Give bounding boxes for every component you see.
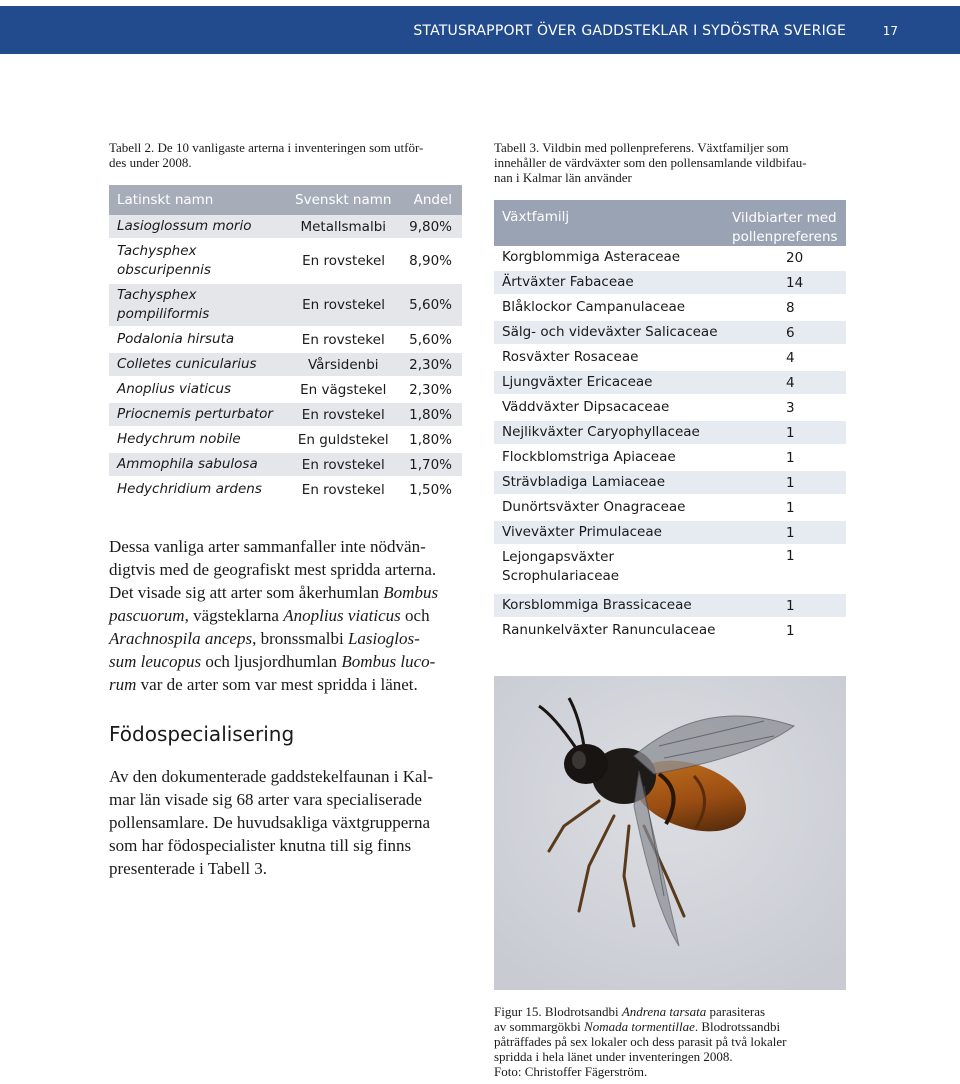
cell-share: 2,30% — [409, 356, 452, 373]
table-row — [109, 328, 462, 353]
cell-family: Strävbladiga Lamiaceae — [502, 474, 665, 490]
header-latin: Latinskt namn — [117, 191, 214, 208]
text-span: parasiteras — [706, 1004, 766, 1019]
table-row — [494, 521, 846, 546]
text-line: mar län visade sig 68 arter vara specialiserade — [109, 790, 422, 809]
cell-family: Korsblommiga Brassicaceae — [502, 597, 692, 613]
section-heading: Födospecialisering — [109, 722, 295, 746]
cell-share: 5,60% — [409, 297, 452, 313]
species-name: Arachnospila anceps — [109, 629, 253, 648]
cell-latin: Anoplius viaticus — [117, 381, 232, 397]
text-span: Det visade sig att arter som åkerhumlan — [109, 583, 384, 602]
cell-family: Nejlikväxter Caryophyllaceae — [502, 424, 700, 440]
text-span: . Blodrotssandbi — [694, 1019, 781, 1034]
table-row — [494, 396, 846, 421]
header-count — [732, 209, 840, 247]
cell-swedish: En rovstekel — [302, 253, 386, 269]
bee-head — [564, 744, 608, 784]
table-row — [109, 403, 462, 428]
cell-swedish: En vägstekel — [300, 381, 387, 398]
cell-share: 1,80% — [409, 431, 452, 448]
text-span: , bronssmalbi — [252, 629, 348, 648]
cell-count: 1 — [786, 597, 795, 614]
cell-share: 5,60% — [409, 331, 452, 348]
cell-share: 8,90% — [409, 253, 452, 269]
text-span: och ljusjordhumlan — [201, 652, 342, 671]
table-row — [494, 371, 846, 396]
cell-latin: Hedychridium ardens — [117, 481, 262, 497]
cell-count: 1 — [786, 622, 795, 639]
table-row — [494, 421, 846, 446]
photo-background — [494, 676, 846, 990]
paragraph-food-specialization — [109, 765, 479, 880]
cell-swedish: En rovstekel — [301, 456, 385, 473]
species-name: Anoplius viaticus — [283, 606, 401, 625]
cell-count: 8 — [786, 299, 795, 316]
cell-swedish: En rovstekel — [302, 297, 386, 313]
cell-share: 1,70% — [409, 456, 452, 473]
table-row — [494, 594, 846, 619]
species-name: Andrena tarsata — [621, 1004, 707, 1019]
table-row — [494, 246, 846, 271]
cell-swedish: En guldstekel — [297, 431, 389, 448]
caption-line: spridda i hela länet under inventeringen 2008. — [494, 1049, 733, 1064]
table2-caption — [109, 140, 469, 170]
text-line: Av den dokumenterade gaddstekelfaunan i Kal- — [109, 767, 433, 786]
cell-swedish: Metallsmalbi — [300, 218, 387, 235]
species-name: Bombus — [383, 583, 439, 602]
table-row — [494, 471, 846, 496]
table-row — [494, 546, 846, 594]
cell-count: 1 — [786, 424, 795, 441]
text-line — [109, 604, 479, 627]
cell-latin: Colletes cunicularius — [117, 356, 257, 372]
cell-family: Rosväxter Rosaceae — [502, 349, 639, 365]
text-span: och — [400, 606, 430, 625]
cell-family: Flockblomstriga Apiaceae — [502, 449, 676, 465]
paragraph-common-species — [109, 535, 479, 696]
cell-family: Blåklockor Campanulaceae — [502, 299, 686, 315]
cell-family: Lejongapsväxter Scrophulariaceae — [502, 549, 620, 584]
cell-swedish: Vårsidenbi — [307, 356, 379, 373]
cell-family: Korgblommiga Asteraceae — [502, 249, 681, 265]
text-line: som har födospecialister knutna till sig finns — [109, 836, 412, 855]
cell-count: 4 — [786, 374, 795, 391]
species-name: Lasioglos- — [347, 629, 420, 648]
figure-caption — [494, 1004, 854, 1079]
caption-line: Tabell 2. De 10 vanligaste arterna i inventeringen som utför- — [109, 140, 424, 155]
table-row — [109, 428, 462, 453]
cell-latin: Ammophila sabulosa — [117, 456, 258, 472]
text-span: av sommargökbi — [494, 1019, 585, 1034]
table-row — [494, 446, 846, 471]
cell-latin: Priocnemis perturbator — [117, 406, 273, 422]
cell-swedish: En rovstekel — [301, 406, 385, 423]
table-row — [109, 353, 462, 378]
cell-family: Ärtväxter Fabaceae — [502, 274, 634, 290]
header-count-line: Vildbiarter med — [732, 210, 837, 226]
table-row — [494, 271, 846, 296]
header-share: Andel — [413, 192, 452, 208]
caption-line: des under 2008. — [109, 155, 192, 170]
header-family: Växtfamilj — [502, 209, 570, 225]
text-line — [109, 581, 479, 604]
text-line — [109, 627, 479, 650]
caption-line: Foto: Christoffer Fägerström. — [494, 1064, 648, 1079]
bee-illustration — [494, 676, 846, 990]
bee-photo — [494, 676, 846, 990]
table-row — [109, 478, 462, 503]
table3-header — [494, 200, 846, 246]
cell-count: 1 — [786, 474, 795, 491]
cell-share: 2,30% — [409, 381, 452, 398]
species-name: pascuorum — [109, 606, 185, 625]
cell-family: Ranunkelväxter Ranunculaceae — [502, 622, 716, 638]
caption-line — [494, 1004, 854, 1019]
cell-count: 3 — [786, 399, 795, 416]
table3-caption — [494, 140, 854, 185]
table-row — [109, 240, 462, 284]
table-row — [494, 496, 846, 521]
cell-latin: Hedychrum nobile — [117, 431, 241, 447]
text-line — [109, 673, 479, 696]
text-span: , vägsteklarna — [184, 606, 284, 625]
table3 — [494, 200, 846, 644]
text-line: Dessa vanliga arter sammanfaller inte nödvän- — [109, 537, 426, 556]
cell-share: 1,50% — [409, 481, 452, 498]
text-line: pollensamlare. De huvudsakliga växtgrupperna — [109, 813, 431, 832]
cell-share: 9,80% — [409, 218, 452, 235]
caption-line: innehåller de värdväxter som den pollensamlande vildbifau- — [494, 155, 807, 170]
caption-line: Tabell 3. Vildbin med pollenpreferens. Växtfamiljer som — [494, 140, 789, 155]
cell-family: Ljungväxter Ericaceae — [502, 374, 653, 390]
cell-latin: Lasioglossum morio — [117, 218, 252, 234]
cell-latin: Tachysphex obscuripennis — [117, 243, 211, 278]
cell-swedish: En rovstekel — [301, 331, 385, 348]
text-span: var de arter som var mest spridda i länet. — [136, 675, 418, 694]
report-title: STATUSRAPPORT ÖVER GADDSTEKLAR I SYDÖSTRA SVERIGE — [413, 23, 846, 39]
cell-latin: Tachysphex pompiliformis — [117, 287, 210, 322]
text-span: Figur 15. Blodrotsandbi — [494, 1004, 622, 1019]
table-row — [109, 215, 462, 240]
cell-share: 1,80% — [409, 406, 452, 423]
cell-count: 4 — [786, 349, 795, 366]
text-line — [109, 650, 479, 673]
table-row — [109, 284, 462, 328]
cell-family: Sälg- och videväxter Salicaceae — [502, 324, 718, 340]
bee-eye — [572, 751, 586, 769]
cell-family: Viveväxter Primulaceae — [502, 524, 662, 540]
table-row — [494, 321, 846, 346]
species-name: Bombus luco- — [341, 652, 436, 671]
cell-count: 20 — [786, 249, 804, 266]
cell-count: 1 — [786, 499, 795, 516]
species-name: rum — [109, 675, 137, 694]
cell-count: 1 — [786, 524, 795, 541]
table-row — [494, 296, 846, 321]
header-swedish: Svenskt namn — [295, 192, 392, 208]
cell-family: Dunörtsväxter Onagraceae — [502, 499, 686, 515]
cell-count: 1 — [786, 548, 795, 564]
cell-count: 6 — [786, 324, 795, 341]
table-row — [494, 619, 846, 644]
table2 — [109, 185, 462, 503]
cell-swedish: En rovstekel — [301, 481, 385, 498]
cell-latin: Podalonia hirsuta — [117, 331, 235, 347]
species-name: Nomada tormentillae — [584, 1019, 695, 1034]
table-row — [494, 346, 846, 371]
table-row — [109, 453, 462, 478]
table-row — [109, 378, 462, 403]
caption-line — [494, 1019, 854, 1034]
caption-line: nan i Kalmar län använder — [494, 170, 632, 185]
table2-header — [109, 185, 462, 215]
text-line: digtvis med de geografiskt mest spridda arterna. — [109, 560, 437, 579]
text-line: presenterade i Tabell 3. — [109, 859, 268, 878]
cell-family: Väddväxter Dipsacaceae — [502, 399, 670, 415]
cell-count: 14 — [786, 274, 804, 291]
page-header — [0, 6, 960, 54]
cell-count: 1 — [786, 449, 795, 466]
caption-line: påträffades på sex lokaler och dess parasit på två lokaler — [494, 1034, 787, 1049]
species-name: sum leucopus — [109, 652, 202, 671]
page-number: 17 — [882, 24, 898, 38]
header-count-line: pollenpreferens — [732, 229, 838, 245]
